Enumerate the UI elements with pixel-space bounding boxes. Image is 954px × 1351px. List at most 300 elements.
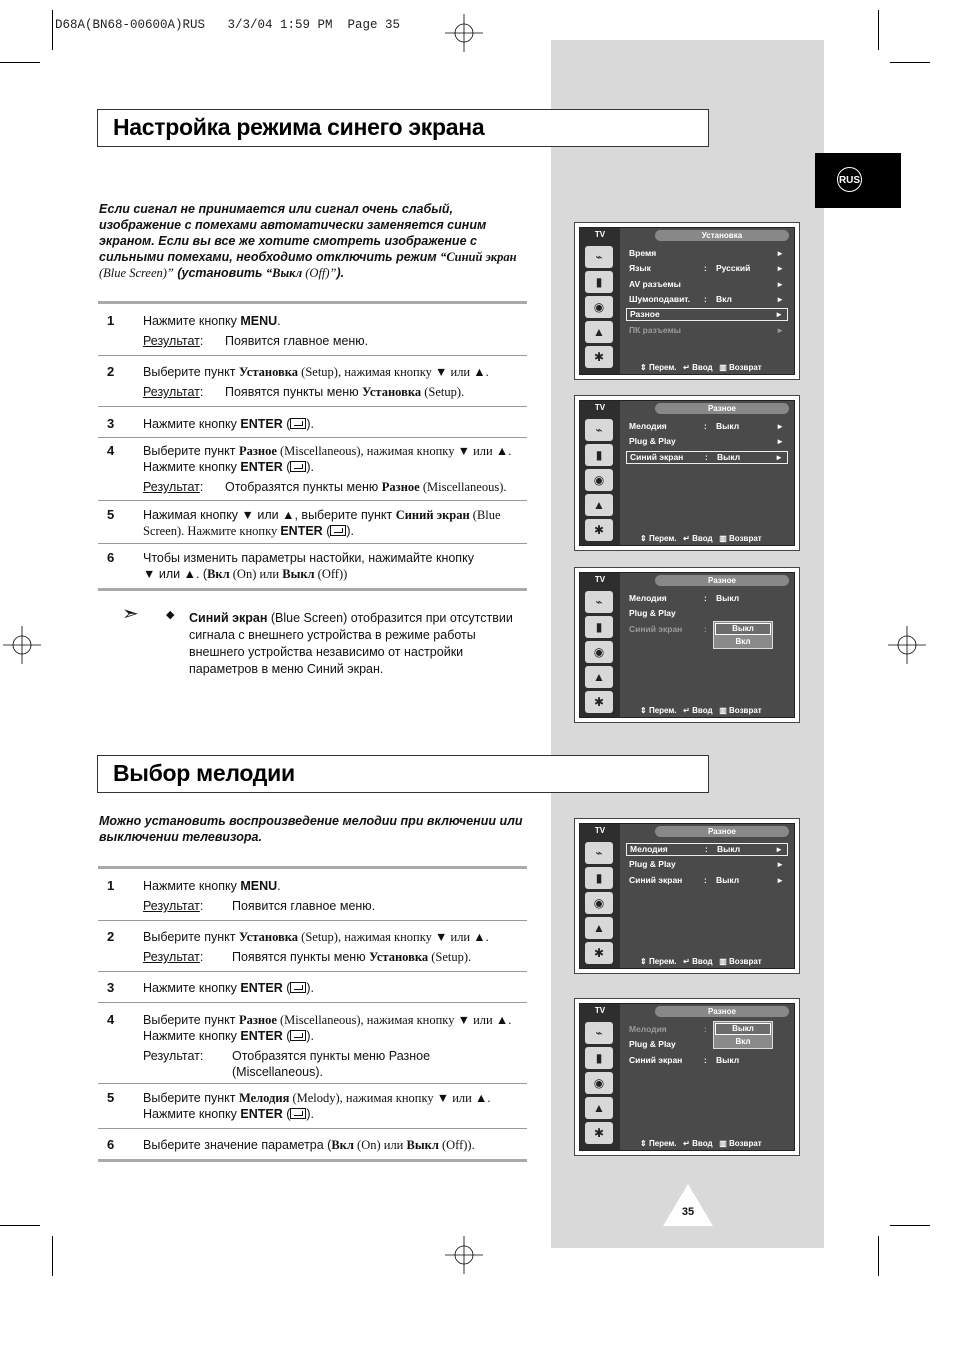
- step-body: Выберите пункт Установка (Setup), нажимая кнопку ▼ или ▲. Результат: Появятся пункты меню Установка (Setup).: [143, 930, 489, 964]
- arrow-right-icon: ►: [776, 294, 784, 304]
- tv-footer-label: Возврат: [729, 363, 762, 372]
- tv-footer-label: Возврат: [729, 1139, 762, 1148]
- step-number: 3: [107, 980, 115, 995]
- tv-footer-label: Перем.: [648, 363, 677, 372]
- setup-icon: ✱: [585, 691, 613, 713]
- intro-text: Если сигнал не принимается или сигнал очень слабый, изображение с помехами автоматически заменяется синим экраном. Если вы все же хотите смотреть изображение с сильными помехами, необходимо отключить режим: [99, 202, 487, 264]
- arrow-right-icon: ►: [776, 875, 784, 885]
- tv-screen-area: [579, 227, 795, 375]
- step-text: (: [282, 1107, 291, 1121]
- step-body: [143, 550, 533, 582]
- tv-menu-item-value: Выкл: [716, 593, 740, 603]
- setup-icon: ✱: [585, 346, 613, 368]
- tv-menu-screen: [574, 818, 800, 974]
- return-icon: ▥: [712, 957, 730, 966]
- tv-menu-item-value: Выкл: [716, 421, 740, 431]
- step-text: Чтобы изменить параметры настойки, нажимайте кнопку: [143, 551, 474, 565]
- tv-icon-column: [580, 228, 620, 374]
- tv-menu-item-label: Синий экран: [629, 874, 683, 885]
- step-text: (Miscellaneous), нажимая кнопку ▼ или ▲.: [276, 1013, 512, 1027]
- sound-icon: ◉: [585, 1072, 613, 1094]
- tv-menu-title: Разное: [655, 826, 789, 837]
- tv-menu-item-value: Вкл: [716, 293, 732, 304]
- move-icon: ⇕: [640, 1139, 649, 1148]
- option-name: Выкл: [282, 567, 315, 581]
- tv-dropdown: [713, 1021, 773, 1049]
- tv-screen-area: [579, 1003, 795, 1151]
- tv-menu-item-colon: :: [705, 451, 708, 462]
- step-number: 2: [107, 929, 115, 944]
- menu-name: Синий экран: [395, 508, 470, 522]
- tv-icon-column: [580, 573, 620, 717]
- divider: [98, 1159, 527, 1162]
- tv-menu-screen: [574, 998, 800, 1156]
- menu-name: Установка: [238, 365, 299, 379]
- picture-icon: ▮: [585, 616, 613, 638]
- step-text: Нажмите кнопку: [143, 879, 241, 893]
- button-name: ENTER: [240, 460, 283, 474]
- sound-icon: ◉: [585, 892, 613, 914]
- section-title: Выбор мелодии: [113, 760, 295, 786]
- print-header-line: D68A(BN68-00600A)RUS 3/3/04 1:59 PM Page 35: [55, 18, 401, 32]
- bullet-diamond-icon: ◆: [166, 609, 175, 621]
- channel-icon: ▲: [585, 494, 613, 516]
- step-text: ).: [306, 1029, 315, 1043]
- tv-menu-item-colon: :: [704, 874, 707, 885]
- step-body: Выберите пункт Разное (Miscellaneous), нажимая кнопку ▼ или ▲. Нажмите кнопку ENTER ( ). Результат: Отобразятся пункты меню Разное (Miscellaneous).: [143, 444, 512, 494]
- antenna-icon: ⌁: [585, 419, 613, 441]
- intro-text: (установить: [173, 266, 266, 280]
- step-body: [143, 1090, 533, 1122]
- antenna-icon: ⌁: [585, 842, 613, 864]
- intro-term: “Выкл: [265, 266, 303, 280]
- result-text: Появятся пункты меню: [225, 385, 363, 399]
- tv-menu-item-label: Мелодия: [629, 1024, 667, 1034]
- tv-footer: [640, 1139, 800, 1148]
- tv-footer-label: Перем.: [648, 534, 677, 543]
- note-text: (Blue Screen) отобразится при отсутствии сигнала с внешнего устройства в режиме работы внешнего устройства независимо от настройки параметров в меню Синий экран.: [189, 611, 513, 676]
- setup-icon: ✱: [585, 519, 613, 541]
- enter-icon: ↵: [676, 706, 693, 715]
- step-text: Нажмите кнопку: [143, 314, 241, 328]
- tv-footer-label: Ввод: [692, 706, 713, 715]
- step-text: (: [282, 1029, 291, 1043]
- tv-menu-item-label: Время: [629, 248, 657, 258]
- tv-menu-item: [626, 592, 788, 605]
- step-number: 6: [107, 1137, 115, 1152]
- tv-footer-label: Перем.: [648, 706, 677, 715]
- tv-label: TV: [594, 575, 606, 584]
- result-text: (Setup).: [428, 950, 472, 964]
- picture-icon: ▮: [585, 271, 613, 293]
- tv-menu-item-label: Plug & Play: [629, 436, 676, 447]
- tv-menu-item-label: Мелодия: [630, 844, 668, 854]
- move-icon: ⇕: [640, 957, 649, 966]
- registration-mark-icon: [445, 14, 483, 52]
- enter-icon: ↵: [676, 957, 693, 966]
- step-body: [143, 1137, 533, 1153]
- crop-mark: [890, 1225, 930, 1226]
- tv-screen-area: [579, 400, 795, 546]
- step-text: (Off)): [314, 567, 348, 581]
- return-icon: ▥: [712, 534, 730, 543]
- tv-menu-item: [626, 420, 788, 433]
- step-text: (Setup), нажимая кнопку ▼ или ▲.: [298, 930, 489, 944]
- step-text: Нажмите кнопку: [143, 1107, 241, 1121]
- arrow-right-icon: ►: [776, 249, 784, 258]
- crop-mark: [0, 62, 40, 63]
- tv-menu-item: [626, 607, 788, 620]
- button-name: ENTER: [240, 1029, 283, 1043]
- divider: [98, 1128, 527, 1129]
- divider: [98, 355, 527, 356]
- divider: [98, 866, 527, 869]
- step-body: [143, 416, 533, 432]
- tv-menu-item-label: Синий экран: [629, 623, 683, 634]
- enter-icon: [290, 418, 306, 429]
- menu-name: Разное: [381, 480, 420, 494]
- intro-term-en: (Off)”: [302, 266, 337, 280]
- step-text: Выберите пункт: [143, 444, 239, 458]
- tv-menu-item-colon: :: [704, 263, 707, 274]
- return-icon: ▥: [712, 706, 730, 715]
- tv-menu-item-colon: :: [704, 421, 707, 431]
- tv-menu-item-label: Plug & Play: [629, 859, 676, 870]
- sound-icon: ◉: [585, 296, 613, 318]
- step-text: ).: [306, 417, 315, 431]
- divider: [98, 301, 527, 304]
- picture-icon: ▮: [585, 1047, 613, 1069]
- divider: [98, 543, 527, 544]
- step-text: Нажмите кнопку: [143, 460, 241, 474]
- divider: [98, 1002, 527, 1003]
- step-number: 5: [107, 507, 115, 522]
- option-name: Вкл: [331, 1138, 354, 1152]
- move-icon: ⇕: [640, 534, 649, 543]
- tv-menu-item-colon: :: [704, 293, 707, 304]
- step-body: Выберите пункт Установка (Setup), нажимая кнопку ▼ или ▲. Результат: Появятся пункты меню Установка (Setup).: [143, 365, 489, 399]
- step-text: ).: [306, 1107, 315, 1121]
- tv-menu-item: [626, 874, 788, 887]
- tv-menu-item: [626, 324, 788, 337]
- result-label: Результат: [143, 385, 200, 399]
- move-icon: ⇕: [640, 363, 649, 372]
- tv-menu-screen: [574, 222, 800, 380]
- result-text: Отобразятся пункты меню Разное (Miscellaneous).: [232, 1049, 431, 1079]
- result-text: (Miscellaneous).: [419, 480, 507, 494]
- language-badge: RUS: [837, 167, 862, 192]
- section-title-box: [97, 755, 709, 793]
- divider: [98, 1083, 527, 1084]
- registration-mark-icon: [3, 626, 41, 664]
- crop-mark: [52, 10, 53, 50]
- section-title-box: [97, 109, 709, 147]
- step-text: Выберите пункт: [143, 365, 239, 379]
- result-label: Результат: [143, 480, 200, 494]
- tv-menu-title: Разное: [655, 403, 789, 414]
- divider: [98, 500, 527, 501]
- step-number: 1: [107, 313, 115, 328]
- tv-menu-item-value: Выкл: [716, 1054, 740, 1065]
- tv-footer: [640, 363, 800, 372]
- menu-name: Разное: [238, 1013, 277, 1027]
- step-text: .: [277, 314, 281, 328]
- step-text: (: [282, 460, 291, 474]
- step-body: Нажмите кнопку MENU. Результат: Появится главное меню.: [143, 313, 533, 349]
- option-name: Выкл: [406, 1138, 439, 1152]
- step-text: (Blue: [469, 508, 501, 522]
- step-text: Screen). Нажмите кнопку: [143, 524, 281, 538]
- button-name: MENU: [240, 314, 278, 328]
- tv-menu-item-label: Разное: [630, 309, 660, 320]
- tv-dropdown-option: Выкл: [715, 623, 771, 635]
- result-label: Результат: [143, 899, 200, 913]
- divider: [98, 920, 527, 921]
- enter-icon: ↵: [676, 363, 693, 372]
- step-text: Нажимая кнопку ▼ или ▲, выберите пункт: [143, 508, 396, 522]
- page-number: 35: [681, 1206, 695, 1218]
- arrow-right-icon: ►: [776, 264, 784, 274]
- tv-footer: [640, 706, 800, 715]
- step-body: [143, 980, 533, 996]
- step-text: (Off)).: [438, 1138, 475, 1152]
- tv-menu-item: [626, 1054, 788, 1067]
- tv-menu-screen: [574, 395, 800, 551]
- tv-menu-item-label: Plug & Play: [629, 1039, 676, 1050]
- crop-mark: [878, 10, 879, 50]
- result-text: Появится главное меню.: [232, 899, 376, 913]
- step-text: Выберите пункт: [143, 1091, 239, 1105]
- result-label: Результат: [143, 334, 200, 348]
- crop-mark: [0, 1225, 40, 1226]
- tv-menu-item-label: Мелодия: [629, 593, 667, 603]
- step-text: Нажмите кнопку: [143, 417, 241, 431]
- result-text: Отобразятся пункты меню: [225, 480, 382, 494]
- channel-icon: ▲: [585, 1097, 613, 1119]
- step-body: Нажмите кнопку MENU. Результат: Появится главное меню.: [143, 878, 533, 914]
- tv-footer-label: Возврат: [729, 534, 762, 543]
- enter-icon: ↵: [676, 534, 693, 543]
- note-term: Синий экран: [189, 611, 268, 625]
- antenna-icon: ⌁: [585, 246, 613, 268]
- sound-icon: ◉: [585, 469, 613, 491]
- menu-name: Установка: [369, 950, 429, 964]
- tv-icon-column: [580, 401, 620, 545]
- step-text: ).: [306, 981, 315, 995]
- language-tab: [815, 153, 901, 208]
- tv-footer: [640, 534, 800, 543]
- section-title: Настройка режима синего экрана: [113, 114, 485, 140]
- crop-mark: [52, 1236, 53, 1276]
- step-number: 3: [107, 416, 115, 431]
- enter-icon: [290, 1108, 306, 1119]
- tv-menu-screen: [574, 567, 800, 723]
- tv-menu-item-colon: :: [705, 844, 708, 854]
- arrow-right-icon: ►: [775, 452, 783, 462]
- enter-icon: ↵: [676, 1139, 693, 1148]
- tv-menu-item: [626, 278, 788, 291]
- step-text: ▼ или ▲. (: [143, 567, 208, 581]
- option-name: Вкл: [207, 567, 230, 581]
- setup-icon: ✱: [585, 1122, 613, 1144]
- tv-dropdown-option: Вкл: [735, 636, 751, 646]
- divider: [98, 437, 527, 438]
- intro-text: ).: [336, 266, 345, 280]
- tv-footer-label: Перем.: [648, 957, 677, 966]
- enter-icon: [290, 982, 306, 993]
- tv-menu-item: [626, 262, 788, 275]
- step-text: .: [277, 879, 281, 893]
- tv-icon-column: [580, 824, 620, 968]
- tv-footer-label: Возврат: [729, 957, 762, 966]
- step-text: (On) или: [229, 567, 283, 581]
- button-name: ENTER: [240, 1107, 283, 1121]
- result-label: Результат:: [143, 1049, 204, 1063]
- tv-icon-column: [580, 1004, 620, 1150]
- menu-name: Установка: [362, 385, 422, 399]
- move-icon: ⇕: [640, 706, 649, 715]
- menu-name: Разное: [238, 444, 277, 458]
- divider: [98, 588, 527, 591]
- page-number-badge: [663, 1184, 713, 1226]
- button-name: ENTER: [280, 524, 323, 538]
- crop-mark: [890, 62, 930, 63]
- tv-menu-item-label: Мелодия: [629, 421, 667, 431]
- tv-menu-item: [626, 858, 788, 871]
- tv-menu-item: [626, 843, 788, 856]
- divider: [98, 406, 527, 407]
- step-text: Выберите значение параметра (: [143, 1138, 332, 1152]
- result-text: (Setup).: [421, 385, 465, 399]
- button-name: MENU: [240, 879, 278, 893]
- step-number: 6: [107, 550, 115, 565]
- arrow-right-icon: ►: [776, 860, 784, 870]
- tv-menu-item-colon: :: [704, 1054, 707, 1065]
- step-text: (Melody), нажимая кнопку ▼ или ▲.: [289, 1091, 491, 1105]
- tv-menu-item: [626, 247, 788, 260]
- sound-icon: ◉: [585, 641, 613, 663]
- step-number: 5: [107, 1090, 115, 1105]
- arrow-right-icon: ►: [775, 845, 783, 854]
- step-number: 1: [107, 878, 115, 893]
- tv-menu-item-label: Синий экран: [630, 451, 684, 462]
- tv-menu-item-label: Язык: [629, 263, 651, 274]
- result-label: Результат: [143, 950, 200, 964]
- arrow-right-icon: ►: [776, 325, 784, 335]
- step-body: [143, 507, 533, 539]
- crop-mark: [878, 1236, 879, 1276]
- antenna-icon: ⌁: [585, 591, 613, 613]
- enter-icon: [290, 461, 306, 472]
- tv-menu-item: [626, 451, 788, 464]
- note-arrow-icon: ➣: [122, 603, 139, 625]
- button-name: ENTER: [240, 417, 283, 431]
- tv-menu-item-value: Выкл: [716, 874, 740, 885]
- tv-footer-label: Ввод: [692, 1139, 713, 1148]
- step-text: Нажмите кнопку: [143, 1029, 241, 1043]
- tv-menu-item-label: Plug & Play: [629, 608, 676, 619]
- step-text: (On) или: [353, 1138, 407, 1152]
- tv-label: TV: [594, 1006, 606, 1015]
- channel-icon: ▲: [585, 321, 613, 343]
- enter-icon: [330, 525, 346, 536]
- menu-name: Мелодия: [238, 1091, 290, 1105]
- result-text: Появятся пункты меню: [232, 950, 370, 964]
- enter-icon: [290, 1030, 306, 1041]
- antenna-icon: ⌁: [585, 1022, 613, 1044]
- tv-menu-item-value: Выкл: [717, 451, 741, 462]
- intro-term-en: (Blue Screen)”: [99, 266, 174, 280]
- tv-screen-area: [579, 572, 795, 718]
- tv-menu-title: Разное: [655, 575, 789, 586]
- tv-label: TV: [594, 403, 606, 412]
- step-text: ).: [306, 460, 315, 474]
- tv-menu-title: Разное: [655, 1006, 789, 1017]
- tv-footer-label: Ввод: [692, 534, 713, 543]
- tv-menu-item: [626, 435, 788, 448]
- tv-label: TV: [594, 230, 606, 239]
- section-intro: [99, 201, 529, 281]
- tv-menu-item-label: Синий экран: [629, 1054, 683, 1065]
- picture-icon: ▮: [585, 867, 613, 889]
- tv-menu-item: [626, 308, 788, 321]
- channel-icon: ▲: [585, 666, 613, 688]
- arrow-right-icon: ►: [776, 437, 784, 447]
- tv-menu-item-colon: :: [704, 1024, 707, 1034]
- tv-dropdown-option: Выкл: [715, 1023, 771, 1035]
- tv-menu-item-label: AV разъемы: [629, 278, 681, 289]
- divider: [98, 971, 527, 972]
- step-number: 4: [107, 1012, 115, 1027]
- tv-footer-label: Возврат: [729, 706, 762, 715]
- step-text: Нажмите кнопку: [143, 981, 241, 995]
- step-text: ).: [346, 524, 354, 538]
- step-text: (Setup), нажимая кнопку ▼ или ▲.: [298, 365, 489, 379]
- registration-mark-icon: [888, 626, 926, 664]
- tv-footer-label: Ввод: [692, 957, 713, 966]
- tv-footer-label: Ввод: [692, 363, 713, 372]
- step-text: (: [322, 524, 331, 538]
- arrow-right-icon: ►: [776, 422, 784, 431]
- menu-name: Установка: [238, 930, 299, 944]
- button-name: ENTER: [240, 981, 283, 995]
- tv-screen-area: [579, 823, 795, 969]
- intro-term: “Синий экран: [440, 250, 517, 264]
- step-number: 4: [107, 443, 115, 458]
- tv-footer: [640, 957, 800, 966]
- tv-menu-item-colon: :: [704, 593, 707, 603]
- tv-menu-title: Установка: [655, 230, 789, 241]
- step-text: (: [282, 981, 291, 995]
- result-text: Появится главное меню.: [225, 334, 369, 348]
- return-icon: ▥: [712, 363, 730, 372]
- setup-icon: ✱: [585, 942, 613, 964]
- tv-label: TV: [594, 826, 606, 835]
- return-icon: ▥: [712, 1139, 730, 1148]
- step-body: [143, 1012, 533, 1080]
- step-text: Выберите пункт: [143, 930, 239, 944]
- arrow-right-icon: ►: [775, 310, 783, 320]
- tv-menu-item-label: ПК разъемы: [629, 324, 682, 335]
- tv-footer-label: Перем.: [648, 1139, 677, 1148]
- arrow-right-icon: ►: [776, 279, 784, 289]
- section-intro: Можно установить воспроизведение мелодии при включении или выключении телевизора.: [99, 814, 523, 844]
- tv-dropdown-option: Вкл: [735, 1037, 751, 1046]
- tv-menu-item-label: Шумоподавит.: [629, 293, 691, 304]
- tv-menu-item: [626, 293, 788, 306]
- step-number: 2: [107, 364, 115, 379]
- tv-menu-item-value: Выкл: [717, 844, 741, 854]
